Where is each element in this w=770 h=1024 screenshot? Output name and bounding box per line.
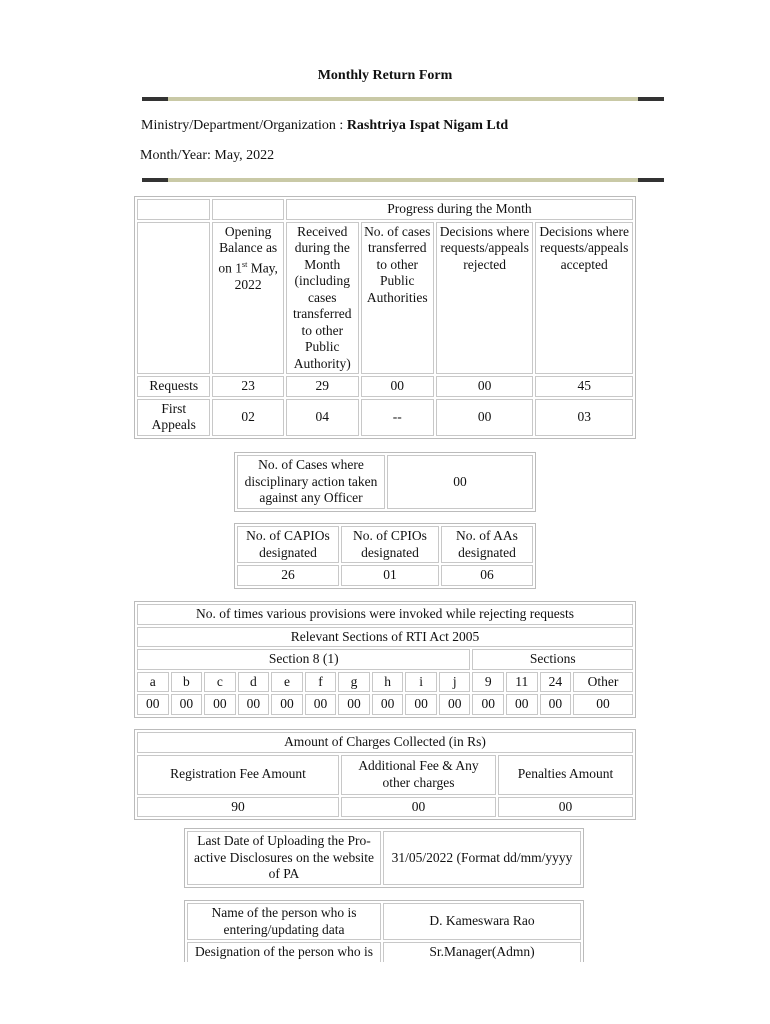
provision-header-1: b [171, 672, 203, 693]
table-row [137, 755, 633, 795]
provision-header-0: a [137, 672, 169, 693]
provision-value-11: 00 [506, 694, 538, 715]
appeals-opening: 02 [212, 399, 283, 436]
rejected-header: Decisions where requests/appeals rejected [436, 222, 534, 375]
table-row [237, 526, 533, 563]
month-year-value: May, 2022 [214, 148, 275, 163]
requests-transferred: 00 [361, 376, 434, 397]
appeals-transferred: -- [361, 399, 434, 436]
provision-value-5: 00 [305, 694, 337, 715]
table-row [137, 222, 633, 375]
requests-received: 29 [286, 376, 359, 397]
opening-balance-header: Opening Balance as on 1st May, 2022 [212, 222, 283, 375]
sections-header: Sections [472, 649, 633, 670]
provisions-title: No. of times various provisions were invoked while rejecting requests [137, 604, 633, 625]
provisions-subtitle: Relevant Sections of RTI Act 2005 [137, 627, 633, 648]
table-row [137, 732, 633, 753]
upload-value: 31/05/2022 (Format dd/mm/yyyy [383, 831, 581, 885]
table-row [187, 831, 581, 885]
provision-header-12: 24 [540, 672, 572, 693]
divider [142, 178, 664, 182]
provision-header-2: c [204, 672, 236, 693]
provision-value-12: 00 [540, 694, 572, 715]
penalties-label: Penalties Amount [498, 755, 633, 795]
requests-label: Requests [137, 376, 210, 397]
form-title: Monthly Return Form [317, 68, 453, 83]
provision-header-13: Other [573, 672, 633, 693]
organization-label: Ministry/Department/Organization : [141, 118, 344, 133]
provision-value-7: 00 [372, 694, 404, 715]
provision-value-9: 00 [439, 694, 471, 715]
table-row [237, 455, 533, 509]
organization-line [141, 118, 508, 134]
month-year-label: Month/Year: [140, 148, 211, 163]
divider [142, 97, 664, 101]
table-row [137, 672, 633, 693]
appeals-received: 04 [286, 399, 359, 436]
registration-fee-value: 90 [137, 797, 339, 818]
provision-value-3: 00 [238, 694, 270, 715]
disciplinary-value: 00 [387, 455, 533, 509]
provision-header-5: f [305, 672, 337, 693]
transferred-header: No. of cases transferred to other Public Authorities [361, 222, 434, 375]
person-table [184, 900, 584, 966]
aa-value: 06 [441, 565, 533, 586]
provision-header-7: h [372, 672, 404, 693]
section8-header: Section 8 (1) [137, 649, 470, 670]
provision-header-10: 9 [472, 672, 504, 693]
additional-fee-value: 00 [341, 797, 496, 818]
table-row [137, 694, 633, 715]
appeals-rejected: 00 [436, 399, 534, 436]
designated-table [234, 523, 536, 589]
registration-fee-label: Registration Fee Amount [137, 755, 339, 795]
provision-header-6: g [338, 672, 370, 693]
disciplinary-table [234, 452, 536, 512]
organization-name: Rashtriya Ispat Nigam Ltd [346, 118, 509, 133]
provision-value-8: 00 [405, 694, 437, 715]
charges-table [134, 729, 636, 820]
appeals-label: First Appeals [137, 399, 210, 436]
received-header: Received during the Month (including cases transferred to other Public Authority) [286, 222, 359, 375]
provision-value-0: 00 [137, 694, 169, 715]
charges-title: Amount of Charges Collected (in Rs) [137, 732, 633, 753]
provision-value-2: 00 [204, 694, 236, 715]
disciplinary-label: No. of Cases where disciplinary action taken against any Officer [237, 455, 385, 509]
provision-value-6: 00 [338, 694, 370, 715]
provision-header-4: e [271, 672, 303, 693]
cpio-label: No. of CPIOs designated [341, 526, 439, 563]
provision-value-10: 00 [472, 694, 504, 715]
table-row [187, 903, 581, 940]
table-row [237, 565, 533, 586]
capio-label: No. of CAPIOs designated [237, 526, 339, 563]
table-row [137, 376, 633, 397]
requests-rejected: 00 [436, 376, 534, 397]
table-row [137, 627, 633, 648]
person-name-value: D. Kameswara Rao [383, 903, 581, 940]
month-year-line [140, 148, 274, 164]
requests-opening: 23 [212, 376, 283, 397]
accepted-header: Decisions where requests/appeals accepted [535, 222, 633, 375]
table-row [137, 604, 633, 625]
person-designation-value: Sr.Manager(Admn) [383, 942, 581, 963]
provision-header-3: d [238, 672, 270, 693]
cpio-value: 01 [341, 565, 439, 586]
provision-value-1: 00 [171, 694, 203, 715]
table-row [137, 399, 633, 436]
person-name-label: Name of the person who is entering/updating data [187, 903, 381, 940]
page-bottom-margin [0, 962, 770, 1024]
progress-group-header: Progress during the Month [286, 199, 633, 220]
provision-header-9: j [439, 672, 471, 693]
progress-table [134, 196, 636, 439]
person-designation-label: Designation of the person who is [187, 942, 381, 963]
appeals-accepted: 03 [535, 399, 633, 436]
table-row [137, 649, 633, 670]
provision-header-8: i [405, 672, 437, 693]
provision-value-4: 00 [271, 694, 303, 715]
capio-value: 26 [237, 565, 339, 586]
provisions-table [134, 601, 636, 718]
requests-accepted: 45 [535, 376, 633, 397]
penalties-value: 00 [498, 797, 633, 818]
upload-label: Last Date of Uploading the Pro-active Disclosures on the website of PA [187, 831, 381, 885]
table-row [187, 942, 581, 963]
table-row [137, 797, 633, 818]
aa-label: No. of AAs designated [441, 526, 533, 563]
provision-header-11: 11 [506, 672, 538, 693]
additional-fee-label: Additional Fee & Any other charges [341, 755, 496, 795]
upload-table [184, 828, 584, 888]
table-row [137, 199, 633, 220]
provision-value-13: 00 [573, 694, 633, 715]
